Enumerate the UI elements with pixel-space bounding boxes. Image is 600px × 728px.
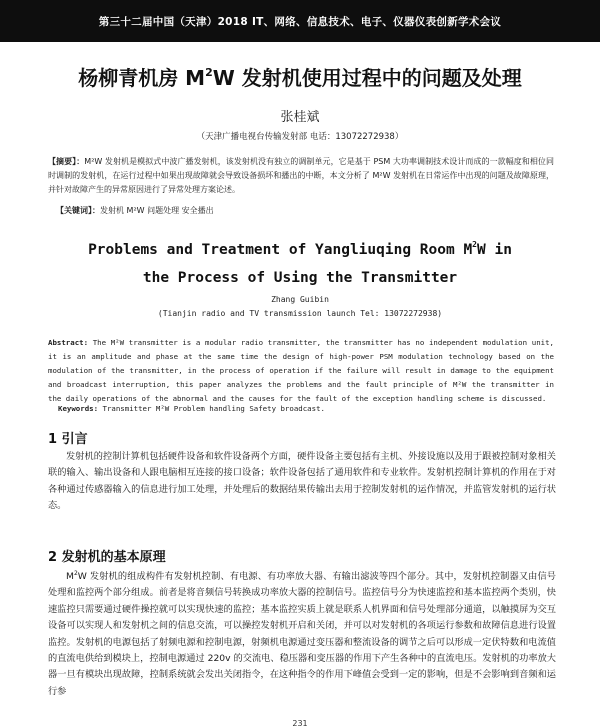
- cn-author: 张桂斌: [280, 110, 320, 125]
- en-title-line1: [0, 240, 600, 258]
- cn-abstract: [48, 155, 554, 197]
- principle-paragraph-text: W 发射机的组成构件有发射机控制、有电源、有功率放大器、有输出滤波等四个部分。其中，发射机控制器又由信号处理和监控两个部分组成。前者是将音频信号转换成功率放大器的控制信号。监控信号分为快速监控和基本监控两个类别，快速监控只需要通过硬件操控就可以实现快速的监控；基本监控实质上就是联系人机界面和信号处理部分通道，以触摸屏为交互设备可以实现人和发射机之间的信息交流，可以操控发射机开启和关闭，并可以对发射机的各项运行参数和故障信息进行设置监控。发射机的电源包括了射频电源和控制电源，射频机电源通过变压器和整流设备的调节之后可以形成一定伏特数和电流值的直流电供给到模块上，控制电源通过 220v 的交流电、稳压器和变压器的作用下产生各种中的直流电压。发射机的功率放大器一旦有模块出现故障，控制系统就会发出关闭指令，在这种指令的作用下峰值会受到一定的影响，但是不会影响到音频和运行参: [48, 571, 556, 697]
- en-affiliation: (Tianjin radio and TV transmission launch Tel: 13072272938): [157, 309, 443, 318]
- principle-paragraph-pre: M: [66, 571, 74, 582]
- conference-header-text: 第三十二届中国（天津）2018 IT、网络、信息技术、电子、仪器仪表创新学术会议: [98, 16, 502, 28]
- section-heading-principle: 2 发射机的基本原理: [48, 550, 166, 565]
- en-abstract-label: Abstract:: [48, 338, 89, 347]
- en-keywords-label: Keywords:: [58, 404, 99, 413]
- principle-paragraph-sup: 2: [73, 570, 78, 577]
- section-heading-introduction: 1 引言: [48, 432, 88, 447]
- cn-title-post: W 发射机使用过程中的问题及处理: [212, 66, 522, 90]
- en-keywords: [58, 404, 554, 413]
- en-title-line2: the Process of Using the Transmitter: [142, 270, 458, 286]
- cn-affiliation: （天津广播电视台传输发射部 电话：13072272938）: [196, 132, 404, 142]
- conference-header-bar: [0, 0, 600, 42]
- en-keywords-text: Transmitter M²W Problem handling Safety broadcast.: [102, 404, 325, 413]
- en-title-line1-pre: Problems and Treatment of Yangliuqing Room M: [88, 242, 473, 258]
- en-title-line1-sup: 2: [472, 240, 477, 249]
- cn-abstract-label: 【摘要】：: [48, 157, 85, 166]
- en-title-line1-post: W in: [477, 242, 512, 258]
- cn-title: [0, 62, 600, 91]
- page-number: 231: [292, 719, 308, 728]
- en-author: Zhang Guibin: [271, 295, 329, 304]
- en-abstract: [48, 336, 554, 406]
- section-paragraph-introduction: 发射机的控制计算机包括硬件设备和软件设备两个方面，硬件设备主要包括有主机、外接设施以及用于跟被控制对象相关联的输入、输出设备和人跟电脑相互连接的接口设备；软件设备包括了通用软件和专业软件。发射机控制计算机的作用在于对各种通过传感器输入的信息进行加工处理，并处理后的数据结果传输出去用于控制发射机的运作情况，并监管发射机的运行状态。: [48, 451, 556, 512]
- section-paragraph-principle: [48, 566, 556, 700]
- cn-keywords-label: 【关键词】：: [56, 206, 100, 215]
- en-abstract-text: The M²W transmitter is a modular radio transmitter, the transmitter has no independent modulation unit, it is an amplitude and phase at the same time the design of high-power PSM modulation technology based on the modulation of the transmitter, in the process of operation if the failure will result in damage to the equipment and broadcast interruption, this paper analyzes the problems and the fault principle of M²W the transmitter in the daily operations of the abnormal and the causes for the fault of the exception handling scheme is discussed.: [48, 338, 554, 403]
- cn-title-sup: 2: [205, 66, 213, 79]
- cn-title-pre: 杨柳青机房 M: [78, 66, 206, 90]
- cn-abstract-text: M²W 发射机是模拟式中波广播发射机，该发射机没有独立的调制单元，它是基于 PSM 大功率调制技术设计而成的一款幅度和相位同时调制的发射机，在运行过程中如果出现故障就会导致设备损坏和播出的中断，本文分析了 M²W 发射机在日常运作中出现的问题及故障原理，并针对故障产生的异常原因进行了异常处理方案论述。: [48, 157, 554, 194]
- cn-keywords: [56, 205, 554, 216]
- cn-keywords-text: 发射机 M²W 问题处理 安全播出: [100, 206, 214, 215]
